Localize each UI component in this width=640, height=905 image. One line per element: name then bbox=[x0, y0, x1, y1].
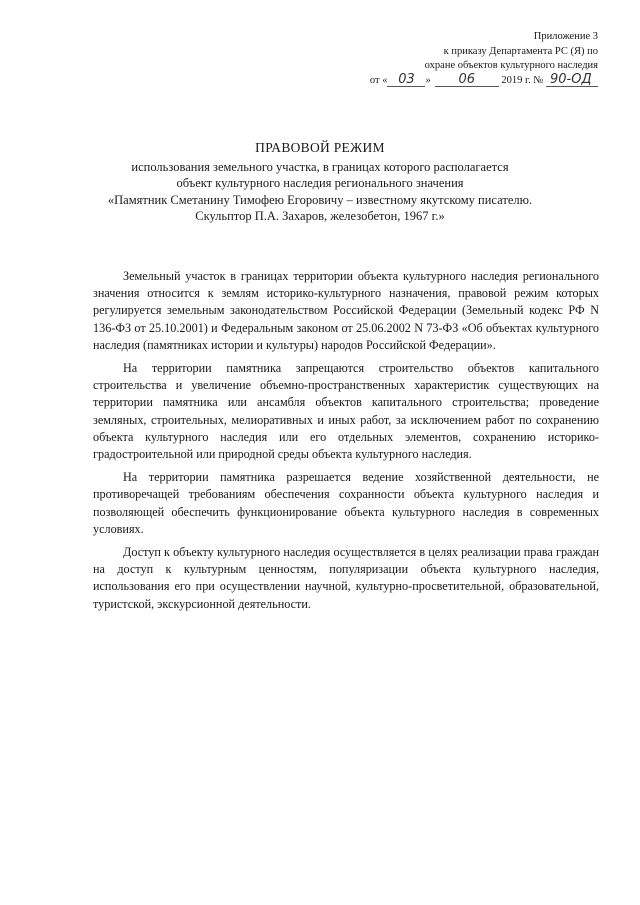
appendix-label: Приложение 3 bbox=[533, 31, 598, 42]
date-mid: » bbox=[425, 74, 431, 86]
handwritten-month: 06 bbox=[435, 74, 499, 87]
title-line-1: использования земельного участка, в границах которого располагается bbox=[131, 159, 509, 174]
document-body bbox=[93, 268, 599, 619]
title-line-4: Скульптор П.А. Захаров, железобетон, 1967 г.» bbox=[195, 209, 445, 223]
paragraph-public-access: Доступ к объекту культурного наследия осуществляется в целях реализации права граждан на доступ к культурным ценностям, популяризации объекта культурного наследия, использования его при осуществлении научной, культурно-просветительной, образовательной, туристской, экскурсионной деятельности. bbox=[93, 545, 599, 611]
paragraph-permitted-activity: На территории памятника разрешается ведение хозяйственной деятельности, не противоречащей требованиям обеспечения сохранности объекта культурного наследия и позволяющей обеспечить функционирование объекта культурного наследия в современных условиях. bbox=[93, 470, 599, 536]
year-text: 2019 г. № bbox=[501, 74, 544, 86]
document-title-block bbox=[60, 140, 580, 225]
order-reference: к приказу Департамента РС (Я) по bbox=[443, 45, 598, 57]
handwritten-day: 03 bbox=[387, 74, 425, 87]
paragraph-land-category: Земельный участок в границах территории объекта культурного наследия регионального значения относится к землям историко-культурного назначения, правовой режим которых регулируется земельным законодательством Российской Федерации (Земельный кодекс РФ N 136-ФЗ от 25.10.2001) и Федеральным законом от 25.06.2002 N 73-ФЗ «Об объектах культурного наследия (памятниках истории и культуры) народов Российской Федерации». bbox=[93, 269, 599, 352]
paragraph-prohibitions: На территории памятника запрещаются строительство объектов капитального строительства и увеличение объемно-пространственных характеристик существующих на территории памятника или ансамбля объектов капитального строительства; проведение земляных, строительных, мелиоративных и иных работ, за исключением работ по сохранению объекта культурного наследия или его отдельных элементов, сохранению историко-градостроительной или природной среды объекта культурного наследия. bbox=[93, 361, 599, 462]
order-date-line bbox=[369, 71, 598, 89]
document-heading: ПРАВОВОЙ РЕЖИМ bbox=[255, 140, 385, 155]
handwritten-order-number: 90-ОД bbox=[546, 74, 598, 87]
title-line-3: «Памятник Сметанину Тимофею Егоровичу – известному якутскому писателю. bbox=[107, 192, 533, 207]
title-line-2: объект культурного наследия регионального значения bbox=[176, 176, 464, 190]
department-name: охране объектов культурного наследия bbox=[424, 60, 598, 71]
appendix-header bbox=[370, 30, 598, 88]
date-prefix: от « bbox=[369, 74, 388, 86]
